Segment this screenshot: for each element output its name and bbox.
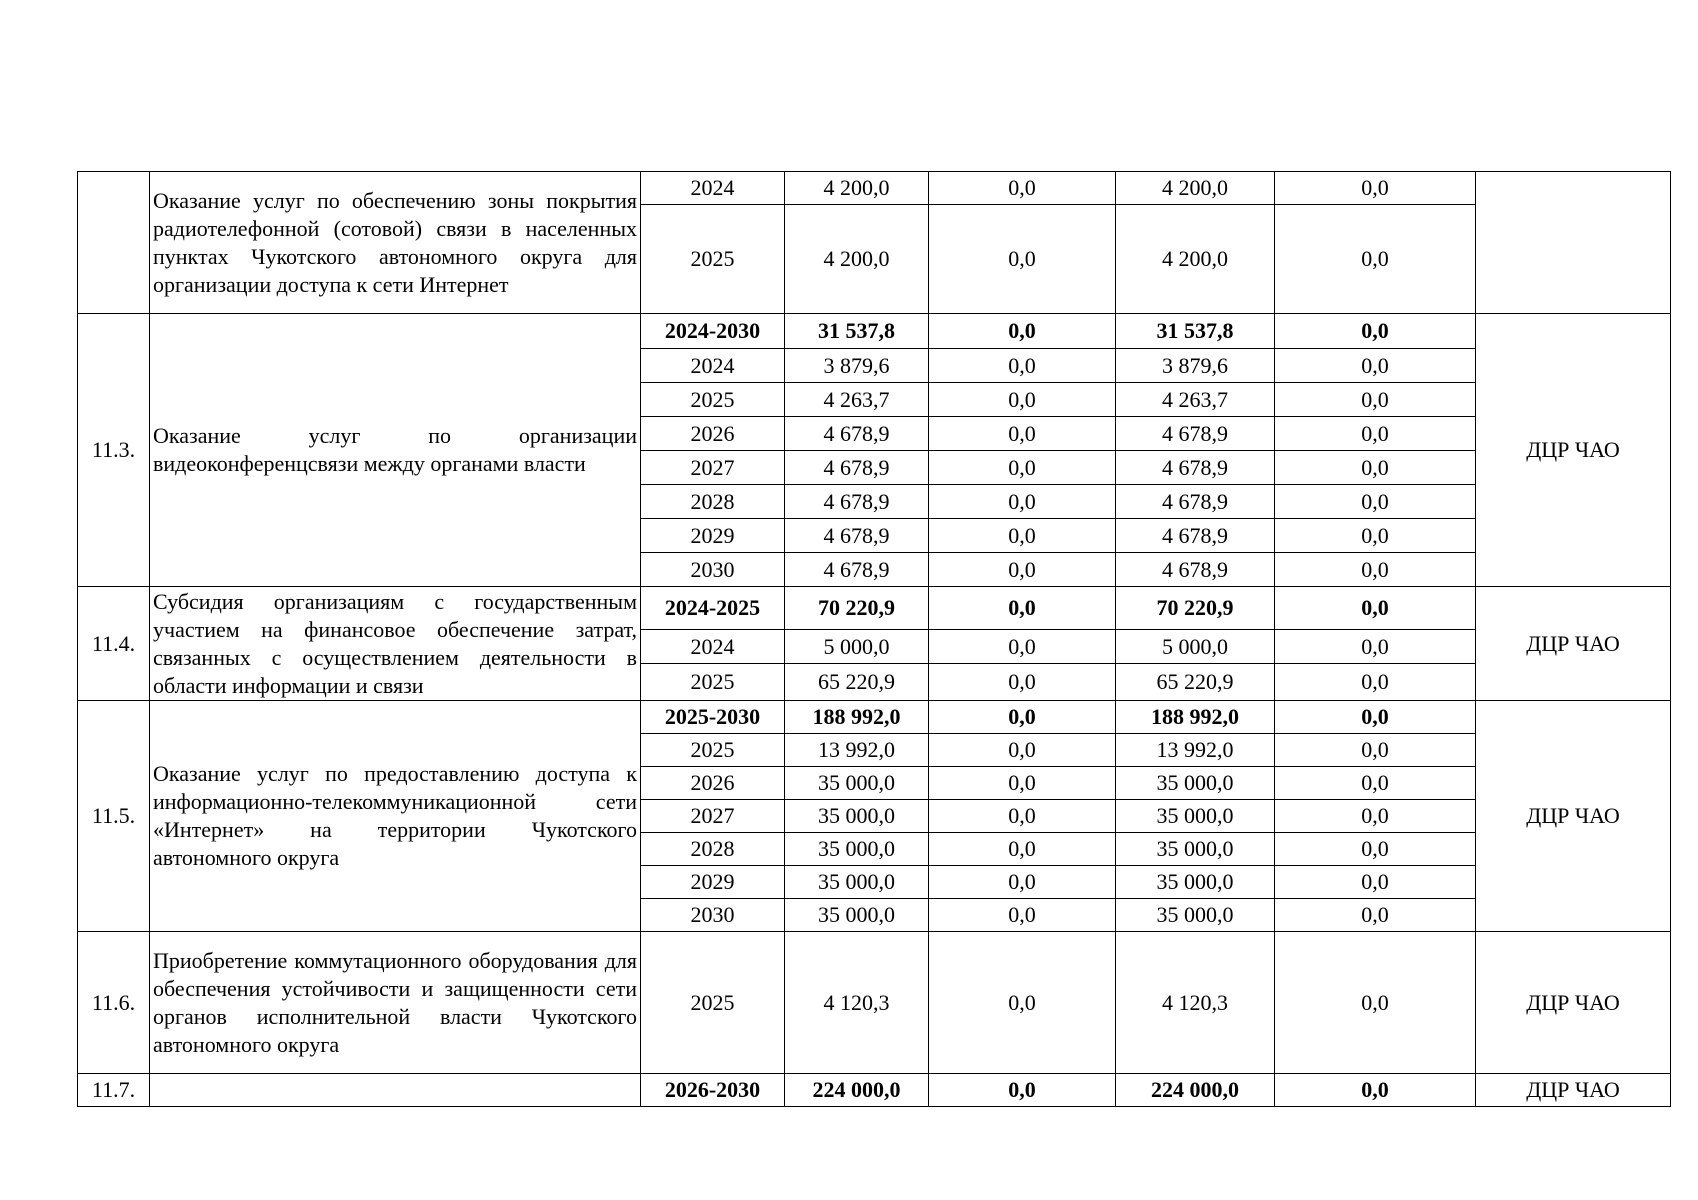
federal-cell: 0,0 xyxy=(929,205,1116,314)
total-cell: 5 000,0 xyxy=(785,630,929,664)
total-cell: 35 000,0 xyxy=(785,767,929,800)
executor-cell: ДЦР ЧАО xyxy=(1476,587,1671,701)
federal-cell: 0,0 xyxy=(929,172,1116,205)
regional-cell: 4 678,9 xyxy=(1116,417,1275,451)
federal-cell: 0,0 xyxy=(929,519,1116,553)
year-cell: 2027 xyxy=(641,451,785,485)
regional-cell: 4 678,9 xyxy=(1116,519,1275,553)
other-cell: 0,0 xyxy=(1275,833,1476,866)
total-cell: 4 678,9 xyxy=(785,519,929,553)
regional-cell: 4 200,0 xyxy=(1116,205,1275,314)
regional-cell: 4 678,9 xyxy=(1116,451,1275,485)
row-description: Приобретение коммутационного оборудования для обеспечения устойчивости и защищенности сети органов исполнительной власти Чукотского автономного округа xyxy=(150,932,641,1074)
other-cell: 0,0 xyxy=(1275,630,1476,664)
other-cell: 0,0 xyxy=(1275,349,1476,383)
regional-cell: 65 220,9 xyxy=(1116,664,1275,701)
year-cell: 2026 xyxy=(641,767,785,800)
regional-cell: 35 000,0 xyxy=(1116,800,1275,833)
other-cell: 0,0 xyxy=(1275,451,1476,485)
federal-cell: 0,0 xyxy=(929,899,1116,932)
other-cell: 0,0 xyxy=(1275,553,1476,587)
year-cell: 2024-2030 xyxy=(641,314,785,349)
executor-cell: ДЦР ЧАО xyxy=(1476,314,1671,587)
row-number: 11.5. xyxy=(78,701,150,932)
federal-cell: 0,0 xyxy=(929,1074,1116,1107)
year-cell: 2024 xyxy=(641,172,785,205)
regional-cell: 188 992,0 xyxy=(1116,701,1275,734)
total-cell: 4 678,9 xyxy=(785,553,929,587)
year-cell: 2025 xyxy=(641,664,785,701)
federal-cell: 0,0 xyxy=(929,587,1116,630)
other-cell: 0,0 xyxy=(1275,1074,1476,1107)
total-cell: 4 678,9 xyxy=(785,485,929,519)
regional-cell: 13 992,0 xyxy=(1116,734,1275,767)
total-cell: 224 000,0 xyxy=(785,1074,929,1107)
row-number xyxy=(78,172,150,314)
other-cell: 0,0 xyxy=(1275,485,1476,519)
regional-cell: 4 120,3 xyxy=(1116,932,1275,1074)
total-cell: 4 263,7 xyxy=(785,383,929,417)
federal-cell: 0,0 xyxy=(929,485,1116,519)
year-cell: 2029 xyxy=(641,519,785,553)
other-cell: 0,0 xyxy=(1275,734,1476,767)
federal-cell: 0,0 xyxy=(929,314,1116,349)
federal-cell: 0,0 xyxy=(929,932,1116,1074)
federal-cell: 0,0 xyxy=(929,833,1116,866)
total-cell: 13 992,0 xyxy=(785,734,929,767)
total-cell: 35 000,0 xyxy=(785,899,929,932)
executor-cell: ДЦР ЧАО xyxy=(1476,932,1671,1074)
regional-cell: 4 263,7 xyxy=(1116,383,1275,417)
regional-cell: 31 537,8 xyxy=(1116,314,1275,349)
other-cell: 0,0 xyxy=(1275,587,1476,630)
year-cell: 2025 xyxy=(641,932,785,1074)
regional-cell: 4 200,0 xyxy=(1116,172,1275,205)
regional-cell: 4 678,9 xyxy=(1116,485,1275,519)
year-cell: 2024-2025 xyxy=(641,587,785,630)
federal-cell: 0,0 xyxy=(929,767,1116,800)
regional-cell: 3 879,6 xyxy=(1116,349,1275,383)
regional-cell: 224 000,0 xyxy=(1116,1074,1275,1107)
year-cell: 2025 xyxy=(641,734,785,767)
federal-cell: 0,0 xyxy=(929,866,1116,899)
year-cell: 2030 xyxy=(641,899,785,932)
other-cell: 0,0 xyxy=(1275,899,1476,932)
other-cell: 0,0 xyxy=(1275,417,1476,451)
other-cell: 0,0 xyxy=(1275,932,1476,1074)
year-cell: 2024 xyxy=(641,630,785,664)
year-cell: 2025 xyxy=(641,205,785,314)
federal-cell: 0,0 xyxy=(929,664,1116,701)
other-cell: 0,0 xyxy=(1275,314,1476,349)
regional-cell: 35 000,0 xyxy=(1116,767,1275,800)
regional-cell: 35 000,0 xyxy=(1116,833,1275,866)
total-cell: 31 537,8 xyxy=(785,314,929,349)
federal-cell: 0,0 xyxy=(929,701,1116,734)
row-description: Оказание услуг по организации видеоконференцсвязи между органами власти xyxy=(150,314,641,587)
row-number: 11.6. xyxy=(78,932,150,1074)
other-cell: 0,0 xyxy=(1275,172,1476,205)
federal-cell: 0,0 xyxy=(929,451,1116,485)
total-cell: 65 220,9 xyxy=(785,664,929,701)
row-description xyxy=(150,1074,641,1107)
regional-cell: 35 000,0 xyxy=(1116,899,1275,932)
regional-cell: 70 220,9 xyxy=(1116,587,1275,630)
total-cell: 4 200,0 xyxy=(785,172,929,205)
year-cell: 2027 xyxy=(641,800,785,833)
year-cell: 2026-2030 xyxy=(641,1074,785,1107)
year-cell: 2026 xyxy=(641,417,785,451)
total-cell: 188 992,0 xyxy=(785,701,929,734)
total-cell: 3 879,6 xyxy=(785,349,929,383)
total-cell: 35 000,0 xyxy=(785,800,929,833)
other-cell: 0,0 xyxy=(1275,800,1476,833)
other-cell: 0,0 xyxy=(1275,701,1476,734)
total-cell: 35 000,0 xyxy=(785,833,929,866)
federal-cell: 0,0 xyxy=(929,800,1116,833)
other-cell: 0,0 xyxy=(1275,767,1476,800)
other-cell: 0,0 xyxy=(1275,664,1476,701)
year-cell: 2029 xyxy=(641,866,785,899)
regional-cell: 35 000,0 xyxy=(1116,866,1275,899)
row-description: Оказание услуг по предоставлению доступа к информационно-телекоммуникационной сети «Интернет» на территории Чукотского автономного округа xyxy=(150,701,641,932)
row-number: 11.3. xyxy=(78,314,150,587)
federal-cell: 0,0 xyxy=(929,383,1116,417)
executor-cell: ДЦР ЧАО xyxy=(1476,701,1671,932)
total-cell: 4 678,9 xyxy=(785,451,929,485)
regional-cell: 5 000,0 xyxy=(1116,630,1275,664)
regional-cell: 4 678,9 xyxy=(1116,553,1275,587)
year-cell: 2024 xyxy=(641,349,785,383)
other-cell: 0,0 xyxy=(1275,383,1476,417)
row-number: 11.4. xyxy=(78,587,150,701)
year-cell: 2028 xyxy=(641,833,785,866)
other-cell: 0,0 xyxy=(1275,866,1476,899)
other-cell: 0,0 xyxy=(1275,205,1476,314)
row-description: Оказание услуг по обеспечению зоны покрытия радиотелефонной (сотовой) связи в населенных пунктах Чукотского автономного округа для организации доступа к сети Интернет xyxy=(150,172,641,314)
other-cell: 0,0 xyxy=(1275,519,1476,553)
budget-table xyxy=(77,171,1671,1107)
federal-cell: 0,0 xyxy=(929,553,1116,587)
row-description: Субсидия организациям с государственным участием на финансовое обеспечение затрат, связанных с осуществлением деятельности в области информации и связи xyxy=(150,587,641,701)
row-number: 11.7. xyxy=(78,1074,150,1107)
year-cell: 2028 xyxy=(641,485,785,519)
total-cell: 4 678,9 xyxy=(785,417,929,451)
year-cell: 2030 xyxy=(641,553,785,587)
federal-cell: 0,0 xyxy=(929,349,1116,383)
federal-cell: 0,0 xyxy=(929,417,1116,451)
federal-cell: 0,0 xyxy=(929,734,1116,767)
year-cell: 2025 xyxy=(641,383,785,417)
executor-cell: ДЦР ЧАО xyxy=(1476,1074,1671,1107)
total-cell: 35 000,0 xyxy=(785,866,929,899)
executor-cell xyxy=(1476,172,1671,314)
total-cell: 70 220,9 xyxy=(785,587,929,630)
federal-cell: 0,0 xyxy=(929,630,1116,664)
total-cell: 4 120,3 xyxy=(785,932,929,1074)
year-cell: 2025-2030 xyxy=(641,701,785,734)
total-cell: 4 200,0 xyxy=(785,205,929,314)
